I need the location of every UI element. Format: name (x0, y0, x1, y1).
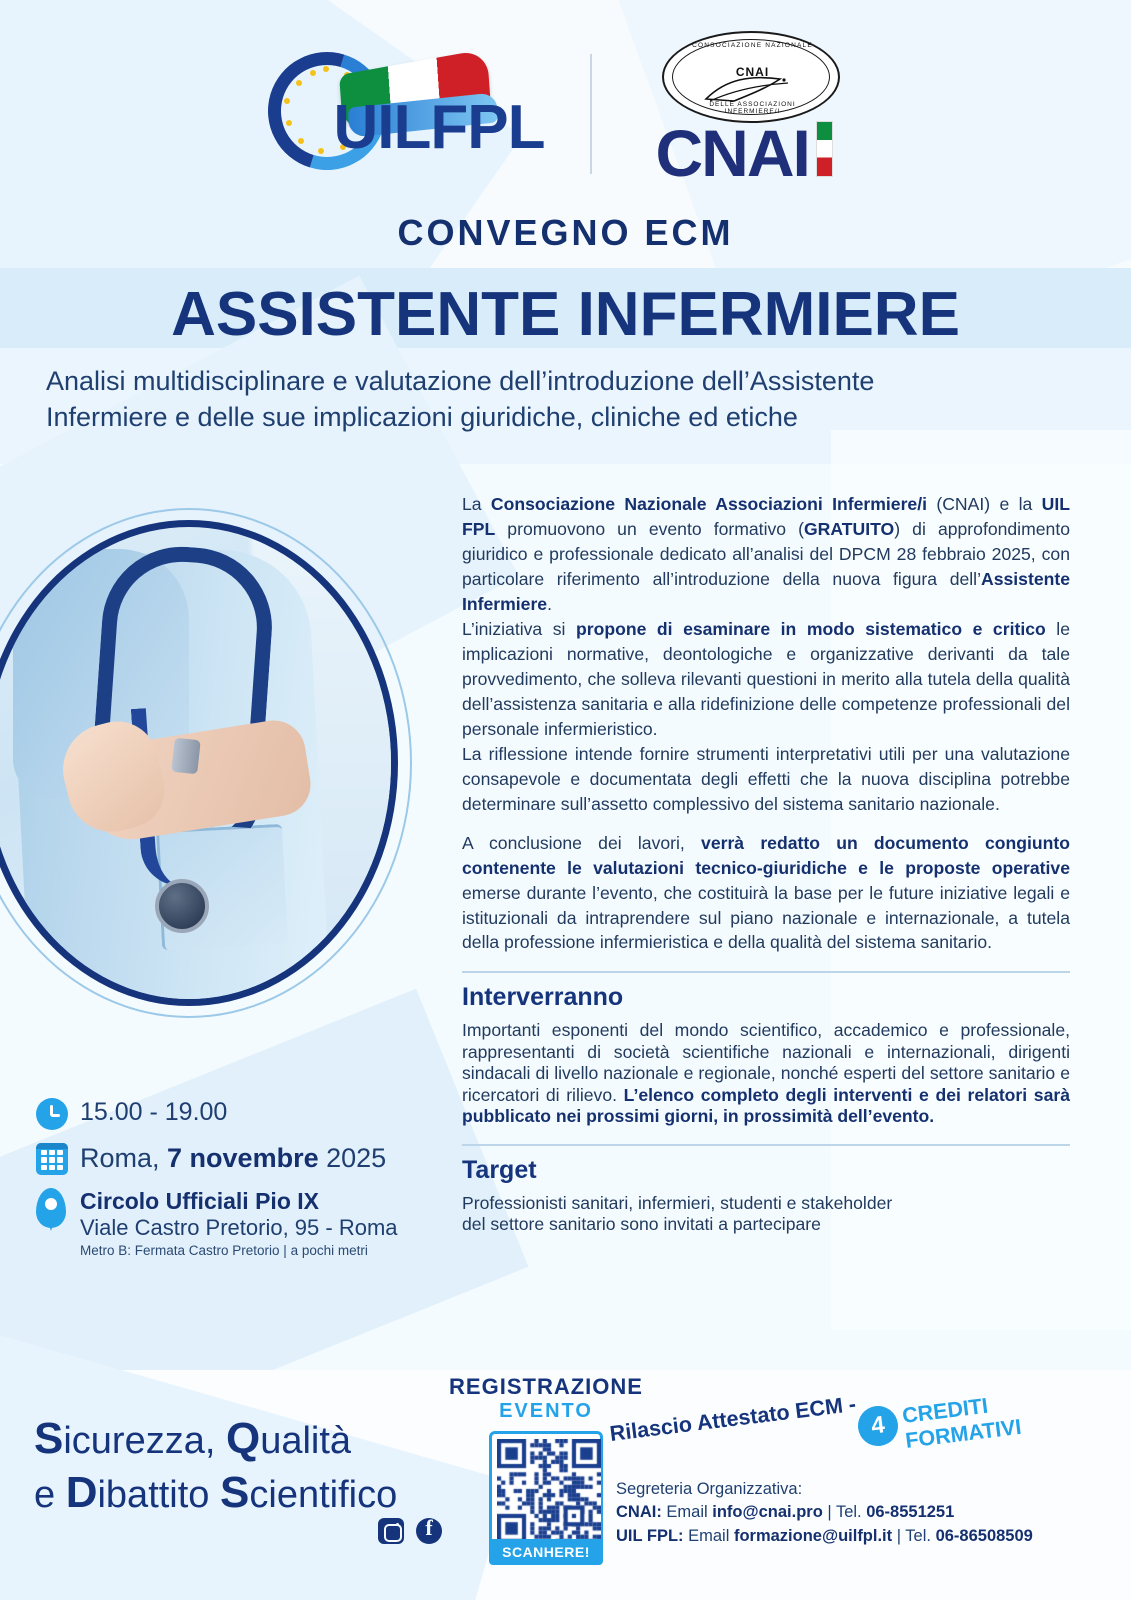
event-time: 15.00 - 19.00 (80, 1098, 228, 1126)
qr-code-box[interactable] (489, 1431, 603, 1565)
divider-speakers (462, 971, 1070, 973)
event-info (36, 1098, 456, 1271)
photo-frame (0, 520, 398, 1006)
uilfpl-phone[interactable]: 06-86508509 (935, 1526, 1033, 1545)
kicker-title: CONVEGNO ECM (397, 212, 734, 253)
body-text-column (462, 492, 1070, 1236)
paragraph-speakers: Importanti esponenti del mondo scientifico, accademico e professionale, rappresentanti di società scientifiche nazionali e internazionali, dirigenti sindacali di livello nazionale e regionale, nonché esperti del settore sanitario e ricercatori di rilievo. L’elenco completo degli interventi e dei relatori sarà pubblicato nei prossimi giorni, in prossimità dell’evento. (462, 1020, 1070, 1127)
event-time-row (36, 1098, 456, 1130)
subtitle-line-1: Analisi multidisciplinare e valutazione dell’introduzione dell’Assistente (46, 366, 875, 396)
registration-title: REGISTRAZIONE (449, 1374, 643, 1399)
section-title-target: Target (462, 1155, 537, 1184)
uilfpl-email[interactable]: formazione@uilfpl.it (733, 1526, 893, 1545)
paragraph-reflection: La riflessione intende fornire strumenti interpretativi utili per una valutazione consapevole e documentata degli effetti che la nuova disciplina potrebbe determinare sull’assetto complessivo del sistema sanitario nazionale. (462, 743, 1070, 814)
event-venue-row (36, 1188, 456, 1258)
ecm-credits (608, 1391, 1100, 1468)
slogan (34, 1412, 397, 1519)
venue-block (80, 1188, 398, 1258)
section-title-speakers: Interverranno (462, 983, 624, 1012)
page-title: ASSISTENTE INFERMIERE (171, 280, 960, 349)
cnai-logo (620, 29, 870, 199)
logo-divider (590, 54, 592, 174)
footer-contacts (616, 1478, 1116, 1548)
venue-name: Circolo Ufficiali Pio IX (80, 1188, 319, 1214)
cnai-seal-top-text: CONSOCIAZIONE NAZIONALE (692, 42, 813, 49)
ecm-credits-badge: 4 (856, 1404, 901, 1449)
cnai-seal-bottom-text: DELLE ASSOCIAZIONI INFERMIERE/I (709, 101, 796, 115)
paragraph-target: Professionisti sanitari, infermieri, studenti e stakeholder del settore sanitario sono invitati a partecipare (462, 1192, 893, 1235)
slogan-line-1: Sicurezza, Qualità (34, 1414, 352, 1463)
slogan-line-2: e Dibattito Scientifico (34, 1467, 398, 1517)
ecm-label: Rilascio Attestato ECM - (608, 1391, 858, 1446)
registration-subtitle: EVENTO (499, 1400, 593, 1422)
footer-cnai: CNAI: Email info@cnai.pro | Tel. 06-8551251 (616, 1503, 955, 1522)
bird-icon (704, 73, 802, 107)
paragraph-conclusion: A conclusione dei lavori, verrà redatto un documento congiunto contenente le valutazioni tecnico-giuridiche e le proposte operative emerse durante l’evento, che costituirà la base per le future iniziative legali e istituzionali da intraprendere sul piano nazionale e internazionale, a tutela della professione infermieristica e della qualità del sistema sanitario. (462, 832, 1070, 953)
uilfpl-wordmark: UILFPL (333, 93, 545, 162)
calendar-icon (36, 1143, 68, 1175)
stethoscope-clip-icon (171, 738, 200, 775)
instagram-icon[interactable] (378, 1518, 404, 1544)
event-date: Roma, 7 novembre 2025 (80, 1143, 387, 1173)
venue-transit: Metro B: Fermata Castro Pretorio | a pochi metri (80, 1243, 368, 1258)
event-date-row (36, 1143, 456, 1175)
social-links[interactable] (378, 1518, 442, 1544)
facebook-icon[interactable] (416, 1518, 442, 1544)
cnai-wordmark: CNAI (655, 116, 809, 190)
venue-address: Viale Castro Pretorio, 95 - Roma (80, 1215, 398, 1240)
footer-secretariat: Segreteria Organizzativa: (616, 1480, 803, 1498)
stethoscope-chestpiece-icon (155, 879, 209, 933)
cnai-flag-icon (816, 121, 833, 177)
nurse-photo (0, 498, 428, 1028)
divider-target (462, 1144, 1070, 1146)
clock-icon (36, 1098, 68, 1130)
footer-uilfpl: UIL FPL: Email formazione@uilfpl.it | Tel. 06-86508509 (616, 1526, 1033, 1545)
subtitle-line-2: Infermiere e delle sue implicazioni giuridiche, cliniche ed etiche (46, 401, 798, 432)
scan-here-label: SCAN HERE! (489, 1539, 603, 1565)
paragraph-intro: La Consociazione Nazionale Associazioni Infermiere/i (CNAI) e la UIL FPL promuovono un evento formativo (GRATUITO) di approfondimento giuridico e professionale dedicato all’analisi del DPCM 28 febbraio 2025, con particolare riferimento all’introduzione della nuova figura dell’Assistente Infermiere. (462, 494, 1070, 614)
logo-row (0, 24, 1131, 204)
qr-code[interactable] (497, 1439, 601, 1543)
cnai-seal-mid-text: CNAI (735, 65, 770, 79)
paragraph-initiative: L’iniziativa si propone di esaminare in modo sistematico e critico le implicazioni normative, deontologiche e organizzative derivanti da tale provvedimento, che solleva rilevanti questioni in merito alla tutela della qualità dell’assistenza sanitaria e alla ridefinizione delle competenze professionali del personale infermieristico. (462, 618, 1070, 739)
cnai-phone[interactable]: 06-8551251 (866, 1503, 955, 1522)
ecm-credits-label: CREDITI FORMATIVI (900, 1393, 1023, 1453)
subtitle (46, 364, 1056, 435)
location-pin-icon (36, 1188, 68, 1232)
uilfpl-logo (262, 34, 562, 194)
cnai-email[interactable]: info@cnai.pro (712, 1503, 823, 1522)
